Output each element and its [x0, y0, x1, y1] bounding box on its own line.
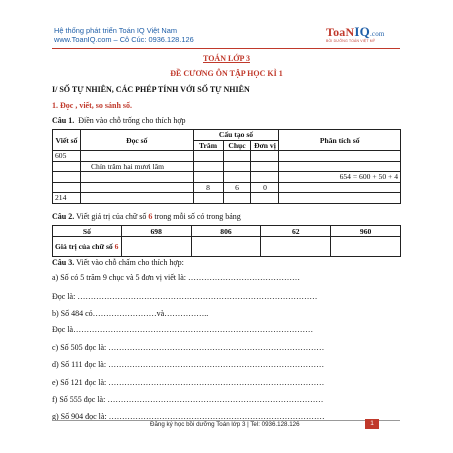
number-table: [52, 129, 401, 204]
table-row: 8 6 0: [53, 182, 401, 193]
question-3: [52, 258, 184, 267]
answer-line-g: g) Số 904 đọc là: ………………………………………………………………………: [52, 412, 325, 421]
th-cau-tao-so: Cấu tạo số: [193, 130, 279, 141]
th-tram: Trăm: [193, 140, 223, 151]
answer-line-b: b) Số 484 có……………………và……………..: [52, 309, 209, 318]
subsection-heading: 1. Đọc , viết, so sánh số.: [52, 101, 133, 110]
table-row: Chín trăm hai mươi lăm: [53, 161, 401, 172]
q2-digit: 6: [148, 212, 153, 221]
logo-com: .com: [369, 30, 385, 38]
digit-value-table: [52, 225, 401, 257]
question-1: [52, 116, 186, 125]
th-doc-so: Đọc số: [80, 130, 193, 151]
th-don-vi: Đơn vị: [251, 140, 279, 151]
doc-subtitle: ĐỀ CƯƠNG ÔN TẬP HỌC KÌ 1: [170, 69, 283, 78]
answer-line-a: a) Số có 5 trăm 9 chục và 5 đơn vị viết là: ……………………………………: [52, 273, 300, 282]
header-line-1: Hệ thống phát triển Toán IQ Việt Nam: [54, 26, 177, 35]
header-info: [54, 26, 194, 44]
table-row: [53, 237, 401, 257]
toaniq-logo: [326, 24, 402, 46]
th-viet-so: Viết số: [53, 130, 81, 151]
table-row: 605: [53, 151, 401, 162]
logo-subtitle: BỒI DƯỠNG TOÁN VIỆT MỸ: [326, 39, 376, 43]
header-divider: [52, 48, 400, 49]
th-chuc: Chục: [223, 140, 251, 151]
answer-line-c: c) Số 505 đọc là: ………………………………………………………………………: [52, 343, 325, 352]
page-number: 1: [365, 419, 379, 429]
th-gia-tri: Giá trị của chữ số 6: [53, 237, 122, 257]
answer-line-e: e) Số 121 đọc là: ………………………………………………………………………: [52, 378, 325, 387]
logo-toan: ToaN: [326, 25, 355, 39]
q3-text: Viết vào chỗ chấm cho thích hợp:: [76, 258, 184, 267]
footer-text: Đăng ký học bồi dưỡng Toán lớp 3 | Tel: 0936.128.126: [150, 421, 300, 428]
th-phan-tich-so: Phân tích số: [279, 130, 401, 151]
q3-label: Câu 3.: [52, 258, 75, 267]
doc-title: TOÁN LỚP 3: [203, 54, 250, 63]
answer-line-f: f) Số 555 đọc là: ………………………………………………………………………: [52, 395, 324, 404]
section-heading: I/ SỐ TỰ NHIÊN, CÁC PHÉP TÍNH VỚI SỐ TỰ NHIÊN: [52, 85, 250, 94]
question-2: Câu 2. Viết giá trị của chữ số 6 trong mỗi số có trong bảng: [52, 212, 241, 221]
th-so: Số: [53, 226, 122, 237]
answer-line-b-read: Đọc là………………………………………………………………………………: [52, 325, 314, 334]
answer-line-d: d) Số 111 đọc là: ………………………………………………………………………: [52, 360, 325, 369]
table-row: 214: [53, 193, 401, 204]
answer-line-a-read: Đọc là: ………………………………………………………………………………: [52, 292, 318, 301]
q2-label: Câu 2.: [52, 212, 75, 221]
q1-text: Điền vào chỗ trống cho thích hợp: [78, 116, 186, 125]
header-line-2: www.ToanIQ.com – Cô Cúc: 0936.128.126: [54, 35, 194, 44]
table-row: 654 = 600 + 50 + 4: [53, 172, 401, 183]
table-row: Số 698 806 62 960: [53, 226, 401, 237]
logo-iq: IQ: [354, 24, 370, 39]
q1-label: Câu 1.: [52, 116, 75, 125]
